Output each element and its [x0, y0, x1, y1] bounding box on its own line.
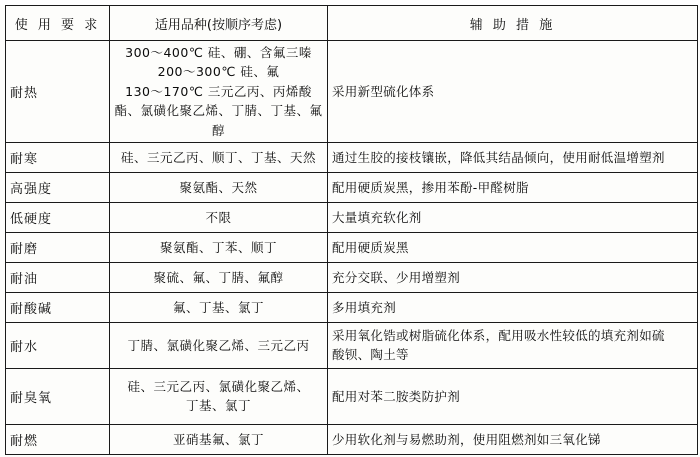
kind-line: 硅、三元乙丙、顺丁、丁基、天然: [120, 149, 316, 165]
header-label-measures: 辅 助 措 施: [469, 17, 556, 33]
cell-kinds: [110, 41, 328, 143]
measure-line: 配用硬质炭黑，掺用苯酚-甲醛树脂: [332, 179, 529, 195]
kind-line: 丁腈、氯磺化聚乙烯、三元乙丙: [127, 337, 310, 353]
cell-kinds: [110, 292, 328, 322]
cell-measures: [328, 232, 698, 262]
cell-measures: [328, 424, 698, 454]
header-cell-measures: [328, 6, 698, 41]
table-row: [6, 292, 698, 322]
cell-measures: [328, 322, 698, 368]
kind-line: 酯、氯磺化聚乙烯、丁腈、丁基、氟醇: [114, 103, 323, 138]
measure-line: 充分交联、少用增塑剂: [332, 269, 461, 285]
cell-requirement: 高强度: [6, 172, 110, 202]
kind-line: 硅、三元乙丙、氯磺化聚乙烯、: [127, 379, 310, 394]
kind-line: 亚硝基氟、氯丁: [172, 431, 264, 447]
cell-requirement: 耐燃: [6, 424, 110, 454]
kind-line: 200～300℃ 硅、氟: [157, 64, 280, 80]
cell-measures: [328, 172, 698, 202]
measure-line: 大量填充软化剂: [332, 209, 422, 225]
cell-requirement: 耐水: [6, 322, 110, 368]
cell-kinds: [110, 202, 328, 232]
cell-kinds: [110, 142, 328, 172]
table-body: [6, 41, 698, 455]
kind-line: 聚氨酯、丁苯、顺丁: [159, 239, 277, 255]
table-row: [6, 424, 698, 454]
kind-line: 氟、丁基、氯丁: [172, 299, 264, 315]
table-row: [6, 202, 698, 232]
table-row: [6, 142, 698, 172]
header-cell-requirement: [6, 6, 110, 41]
cell-measures: [328, 142, 698, 172]
table-row: [6, 41, 698, 143]
cell-requirement: 耐磨: [6, 232, 110, 262]
measure-line: 多用填充剂: [332, 299, 397, 315]
table-row: [6, 262, 698, 292]
table-row: [6, 232, 698, 262]
table-row: [6, 368, 698, 424]
cell-kinds: [110, 232, 328, 262]
measure-line: 通过生胶的接枝镶嵌，降低其结晶倾向，使用耐低温增塑剂: [332, 149, 665, 165]
header-cell-kinds: [110, 6, 328, 41]
cell-requirement: 耐油: [6, 262, 110, 292]
kind-line: 300～400℃ 硅、硼、含氟三嗪: [125, 45, 312, 60]
cell-measures: [328, 41, 698, 143]
properties-table: [5, 5, 698, 455]
cell-measures: [328, 262, 698, 292]
table-row: [6, 172, 698, 202]
cell-measures: [328, 368, 698, 424]
kind-line: 不限: [205, 209, 232, 225]
cell-requirement: 低硬度: [6, 202, 110, 232]
measure-line: 配用对苯二胺类防护剂: [332, 388, 461, 404]
cell-kinds: [110, 322, 328, 368]
measure-line: 少用软化剂与易燃助剂，使用阻燃剂如三氧化锑: [332, 431, 601, 447]
cell-kinds: [110, 424, 328, 454]
kind-line: 聚硫、氟、丁腈、氟醇: [153, 269, 284, 285]
header-label-requirement: 使 用 要 求: [14, 17, 101, 33]
cell-measures: [328, 202, 698, 232]
cell-requirement: 耐热: [6, 41, 110, 143]
measure-line: 采用氧化锆或树脂硫化体系，配用吸水性较低的填充剂如硫: [332, 328, 665, 343]
kind-line: 聚氨酯、天然: [179, 179, 258, 195]
cell-requirement: 耐酸碱: [6, 292, 110, 322]
kind-line: 丁基、氯丁: [185, 398, 251, 414]
cell-kinds: [110, 368, 328, 424]
cell-measures: [328, 292, 698, 322]
table-row: [6, 322, 698, 368]
measure-line: 酸钡、陶土等: [332, 347, 409, 363]
cell-requirement: 耐寒: [6, 142, 110, 172]
table-header-row: [6, 6, 698, 41]
cell-requirement: 耐臭氧: [6, 368, 110, 424]
document-page: [0, 5, 700, 457]
kind-line: 130～170℃ 三元乙丙、丙烯酸: [125, 83, 312, 99]
cell-kinds: [110, 262, 328, 292]
table-header: [6, 6, 698, 41]
cell-kinds: [110, 172, 328, 202]
measure-line: 配用硬质炭黑: [332, 239, 409, 255]
measure-line: 采用新型硫化体系: [332, 83, 435, 99]
header-label-kinds: 适用品种(按顺序考虑): [154, 17, 283, 33]
